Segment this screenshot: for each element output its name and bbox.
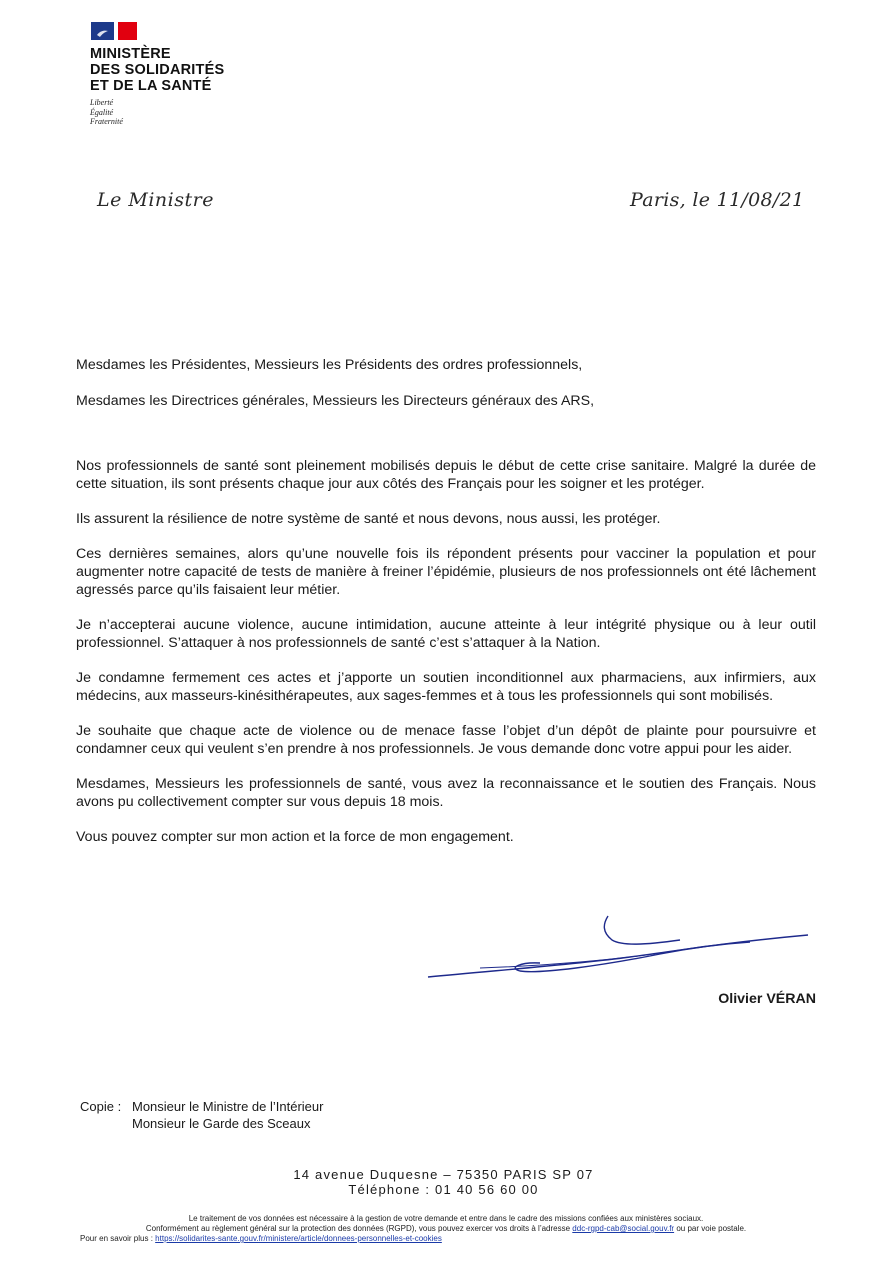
copy-recipients [80,1099,323,1132]
ministry-name-line-2: DES SOLIDARITÉS [90,62,225,78]
phone-number: Téléphone : 01 40 56 60 00 [348,1182,539,1197]
copy-label: Copie : [80,1099,122,1114]
signer-name: Olivier VÉRAN [718,991,816,1007]
legal-line-3 [80,1234,816,1244]
paragraph: Je n’accepterai aucune violence, aucune intimidation, aucune atteinte à leur intégrité physique ou à leur outil professionnel. S’attaquer à nos professionnels de santé c’est s’attaquer à la Nation. [76,617,816,651]
motto-fraternite: Fraternité [90,117,123,126]
french-flag-icon [91,22,137,40]
ministry-logo [90,22,290,127]
motto-egalite: Égalité [90,107,114,117]
legal-line-2 [76,1224,816,1234]
postal-address: 14 avenue Duquesne – 75350 PARIS SP 07 [293,1167,594,1182]
paragraph: Mesdames, Messieurs les professionnels de santé, vous avez la reconnaissance et le soutien des Français. Nous avons pu collectivement compter sur vous depuis 18 mois. [76,776,816,810]
ministry-name [90,46,290,94]
footer-address [0,1167,887,1197]
rgpd-email-link[interactable]: ddc-rgpd-cab@social.gouv.fr [572,1224,675,1233]
paragraph: Je condamne fermement ces actes et j’apporte un soutien inconditionnel aux pharmaciens, aux infirmiers, aux médecins, aux masseurs-kinésithérapeutes, aux sages-femmes et à tous les professionnels qui sont mobilisés. [76,670,816,704]
salutation-line-2: Mesdames les Directrices générales, Messieurs les Directeurs généraux des ARS, [76,393,595,409]
copy-recipient: Monsieur le Ministre de l’Intérieur [132,1099,324,1114]
legal-line-1: Le traitement de vos données est nécessaire à la gestion de votre demande et entre dans le cadre des missions confiées aux ministères sociaux. [188,1214,704,1223]
ministry-name-line-3: ET DE LA SANTÉ [90,78,212,94]
ministry-name-line-1: MINISTÈRE [90,46,171,62]
legal-line-2-prefix: Conformément au règlement général sur la protection des données (RGPD), vous pouvez exercer vos droits à l’adresse [145,1224,571,1233]
paragraph: Ils assurent la résilience de notre système de santé et nous devons, nous aussi, les protéger. [76,511,661,527]
motto-liberte: Liberté [90,98,114,107]
sender-title: Le Ministre [97,189,214,211]
handwritten-signature [420,910,820,990]
privacy-info-link[interactable]: https://solidarites-sante.gouv.fr/ministere/article/donnees-personnelles-et-cookies [155,1234,442,1243]
paragraph: Ces dernières semaines, alors qu’une nouvelle fois ils répondent présents pour vacciner la population et pour augmenter notre capacité de tests de manière à freiner l’épidémie, plusieurs de nos professionnels ont été lâchement agressés parce qu’ils faisaient leur métier. [76,546,816,598]
paragraph: Nos professionnels de santé sont pleinement mobilisés depuis le début de cette crise sanitaire. Malgré la durée de cette situation, ils sont présents chaque jour aux côtés des Français pour les soigner et les protéger. [76,458,816,492]
legal-notice [76,1214,816,1244]
paragraph: Je souhaite que chaque acte de violence ou de menace fasse l’objet d’un dépôt de plainte pour poursuivre et condamner ceux qui veulent s’en prendre à nos professionnels. Je vous demande donc votre appui pour les aider. [76,723,816,757]
copy-recipient: Monsieur le Garde des Sceaux [132,1115,311,1131]
republic-motto [90,98,290,127]
legal-line-2-suffix: ou par voie postale. [676,1224,747,1233]
letter-body [76,356,816,863]
salutation-line-1: Mesdames les Présidentes, Messieurs les Présidents des ordres professionnels, [76,357,583,373]
paragraph: Vous pouvez compter sur mon action et la force de mon engagement. [76,829,514,845]
legal-line-3-prefix: Pour en savoir plus : [80,1234,153,1243]
place-date: Paris, le 11/08/21 [630,189,805,211]
